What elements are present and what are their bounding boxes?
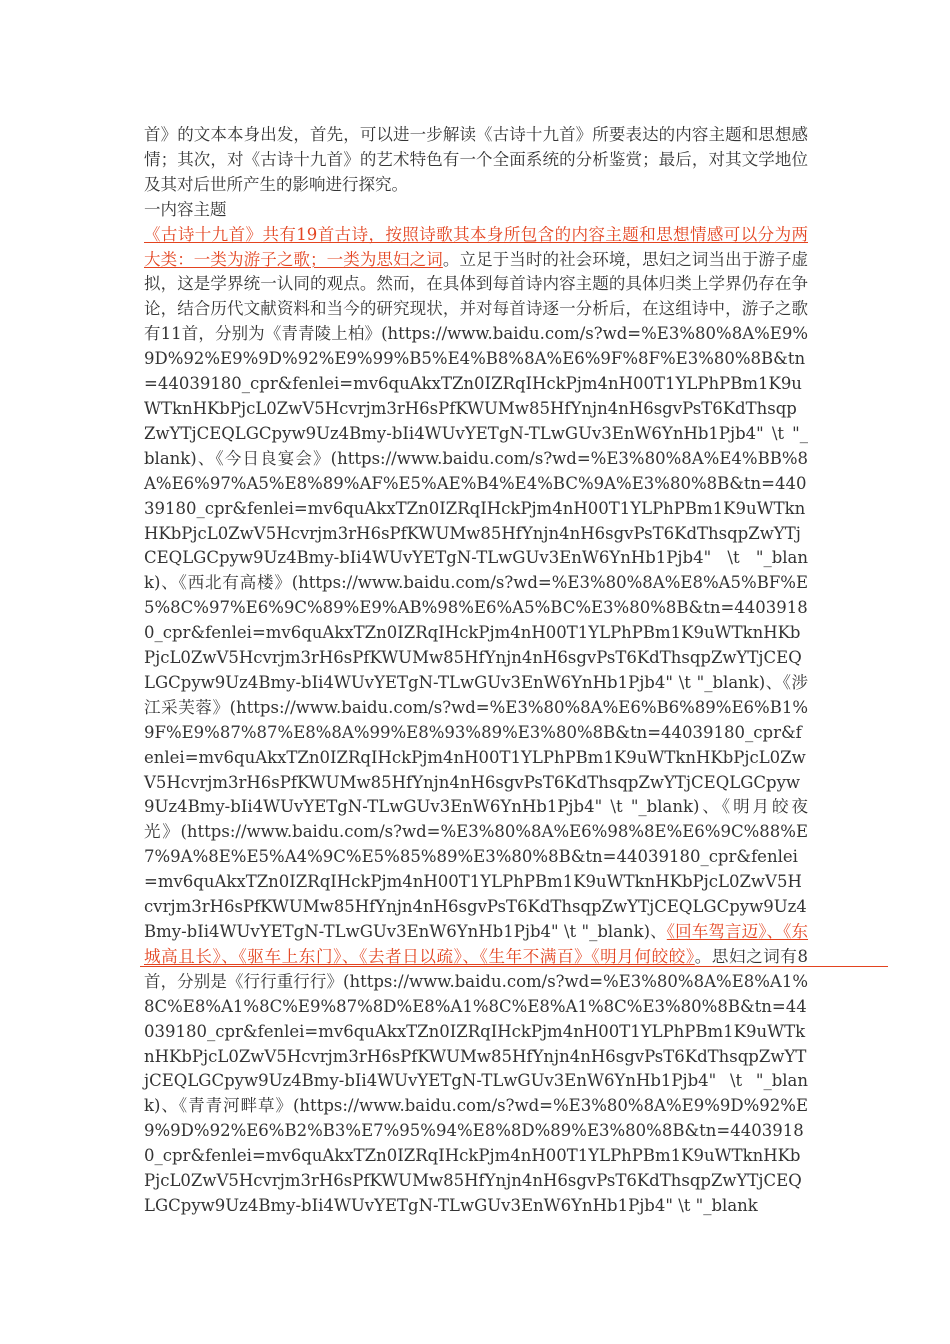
separator: 、: [650, 922, 667, 941]
revision-mark-line: [140, 966, 888, 967]
tracked-change-highlight: 《古诗十九首》共有19首古诗，按照诗歌其本身所包含的内容主题和思想情感可以分为两大类：一类为游子之歌；一类为思妇之词: [144, 224, 808, 269]
separator: 、: [765, 672, 783, 692]
separator: 、: [699, 797, 722, 817]
poem-link-qingqing-hepan-cao[interactable]: 《青青河畔草》(https://www.baidu.com/s?wd=%E3%80%8A%E9%9D%92%E9%9D%92%E6%B2%B3%E7%95%94%E8%8D%89%E3%80%8B&tn=44039180_cpr&fenlei=mv6quAkxTZn0IZRqIHckPjm4nH00T1YLPhPBm1K9uWTknHKbPjcL0ZwV5Hcvrjm3rH6sPfKWUMw85HfYnjn4nH6sgvPsT6KdThsqpZwYTjCEQLGCpyw9Uz4Bmy-bIi4WUvYETgN-TLwGUv3EnW6YnHb1Pjb4" \t "_blank: [144, 1096, 809, 1215]
document-body: [144, 123, 808, 1219]
section-heading: 一内容主题: [144, 199, 227, 219]
separator: 、: [160, 573, 179, 593]
tracked-change-poem-titles: 《回车驾言迈》、《东城高且长》、《驱车上东门》、《去者日以疏》、《生年不满百》《明月何皎皎》: [144, 922, 809, 966]
body-sentence-1: 。立足于当时的社会环境，思妇之词当出于游子虚拟，这是学界统一认同的观点。然而，在具体到每首诗内容主题的具体归类上学界仍存在争论，结合历代文献资料和当今的研究现状，并对每首诗逐一分析后，在这组诗中，游子之歌有11首，分别为: [144, 249, 809, 344]
poem-link-mingyue-jiao-yeguang[interactable]: 《明月皎夜光》(https://www.baidu.com/s?wd=%E3%80%8A%E6%98%8E%E6%9C%88%E7%9A%8E%E5%A4%9C%E5%85%89%E3%80%8B&tn=44039180_cpr&fenlei=mv6quAkxTZn0IZRqIHckPjm4nH00T1YLPhPBm1K9uWTknHKbPjcL0ZwV5Hcvrjm3rH6sPfKWUMw85HfYnjn4nH6sgvPsT6KdThsqpZwYTjCEQLGCpyw9Uz4Bmy-bIi4WUvYETgN-TLwGUv3EnW6YnHb1Pjb4" \t "_blank): [144, 797, 809, 941]
poem-link-qingqing-lingshang-bai[interactable]: 《青青陵上柏》(https://www.baidu.com/s?wd=%E3%80%8A%E9%9D%92%E9%9D%92%E9%99%B5%E4%B8%8A%E6%9F%8F%E3%80%8B&tn=44039180_cpr&fenlei=mv6quAkxTZn0IZRqIHckPjm4nH00T1YLPhPBm1K9uWTknHKbPjcL0ZwV5Hcvrjm3rH6sPfKWUMw85HfYnjn4nH6sgvPsT6KdThsqpZwYTjCEQLGCpyw9Uz4Bmy-bIi4WUvYETgN-TLwGUv3EnW6YnHb1Pjb4" \t "_blank): [144, 324, 809, 468]
poem-link-jinri-liangyanhui[interactable]: 《今日良宴会》(https://www.baidu.com/s?wd=%E3%80%8A%E4%BB%8A%E6%97%A5%E8%89%AF%E5%AE%B4%E4%BC%9A%E3%80%8B&tn=44039180_cpr&fenlei=mv6quAkxTZn0IZRqIHckPjm4nH00T1YLPhPBm1K9uWTknHKbPjcL0ZwV5Hcvrjm3rH6sPfKWUMw85HfYnjn4nH6sgvPsT6KdThsqpZwYTjCEQLGCpyw9Uz4Bmy-bIi4WUvYETgN-TLwGUv3EnW6YnHb1Pjb4" \t "_blank): [144, 448, 808, 593]
body-sentence-2: 。思妇之词有8首，分别是: [144, 946, 809, 991]
poem-link-shejiang-cai-furong[interactable]: 《涉江采芙蓉》(https://www.baidu.com/s?wd=%E3%80%8A%E6%B6%89%E6%B1%9F%E9%87%87%E8%8A%99%E8%93%89%E3%80%8B&tn=44039180_cpr&fenlei=mv6quAkxTZn0IZRqIHckPjm4nH00T1YLPhPBm1K9uWTknHKbPjcL0ZwV5Hcvrjm3rH6sPfKWUMw85HfYnjn4nH6sgvPsT6KdThsqpZwYTjCEQLGCpyw9Uz4Bmy-bIi4WUvYETgN-TLwGUv3EnW6YnHb1Pjb4" \t "_blank): [144, 672, 809, 817]
poem-link-xibei-you-gaolou[interactable]: 《西北有高楼》(https://www.baidu.com/s?wd=%E3%80%8A%E8%A5%BF%E5%8C%97%E6%9C%89%E9%AB%98%E6%A5%BC%E3%80%8B&tn=44039180_cpr&fenlei=mv6quAkxTZn0IZRqIHckPjm4nH00T1YLPhPBm1K9uWTknHKbPjcL0ZwV5Hcvrjm3rH6sPfKWUMw85HfYnjn4nH6sgvPsT6KdThsqpZwYTjCEQLGCpyw9Uz4Bmy-bIi4WUvYETgN-TLwGUv3EnW6YnHb1Pjb4" \t "_blank): [144, 573, 809, 692]
separator: 、: [160, 1096, 179, 1116]
poem-link-xingxing-chong-xingxing[interactable]: 《行行重行行》(https://www.baidu.com/s?wd=%E3%80%8A%E8%A1%8C%E8%A1%8C%E9%87%8D%E8%A1%8C%E8%A1%8C%E3%80%8B&tn=44039180_cpr&fenlei=mv6quAkxTZn0IZRqIHckPjm4nH00T1YLPhPBm1K9uWTknHKbPjcL0ZwV5Hcvrjm3rH6sPfKWUMw85HfYnjn4nH6sgvPsT6KdThsqpZwYTjCEQLGCpyw9Uz4Bmy-bIi4WUvYETgN-TLwGUv3EnW6YnHb1Pjb4" \t "_blank): [144, 971, 809, 1116]
separator: 、: [196, 448, 216, 468]
intro-paragraph: 首》的文本本身出发，首先，可以进一步解读《古诗十九首》所要表达的内容主题和思想感情；其次，对《古诗十九首》的艺术特色有一个全面系统的分析鉴赏；最后，对其文学地位及其对后世所产生的影响进行探究。: [144, 125, 808, 194]
content-paragraph: [144, 223, 808, 1219]
